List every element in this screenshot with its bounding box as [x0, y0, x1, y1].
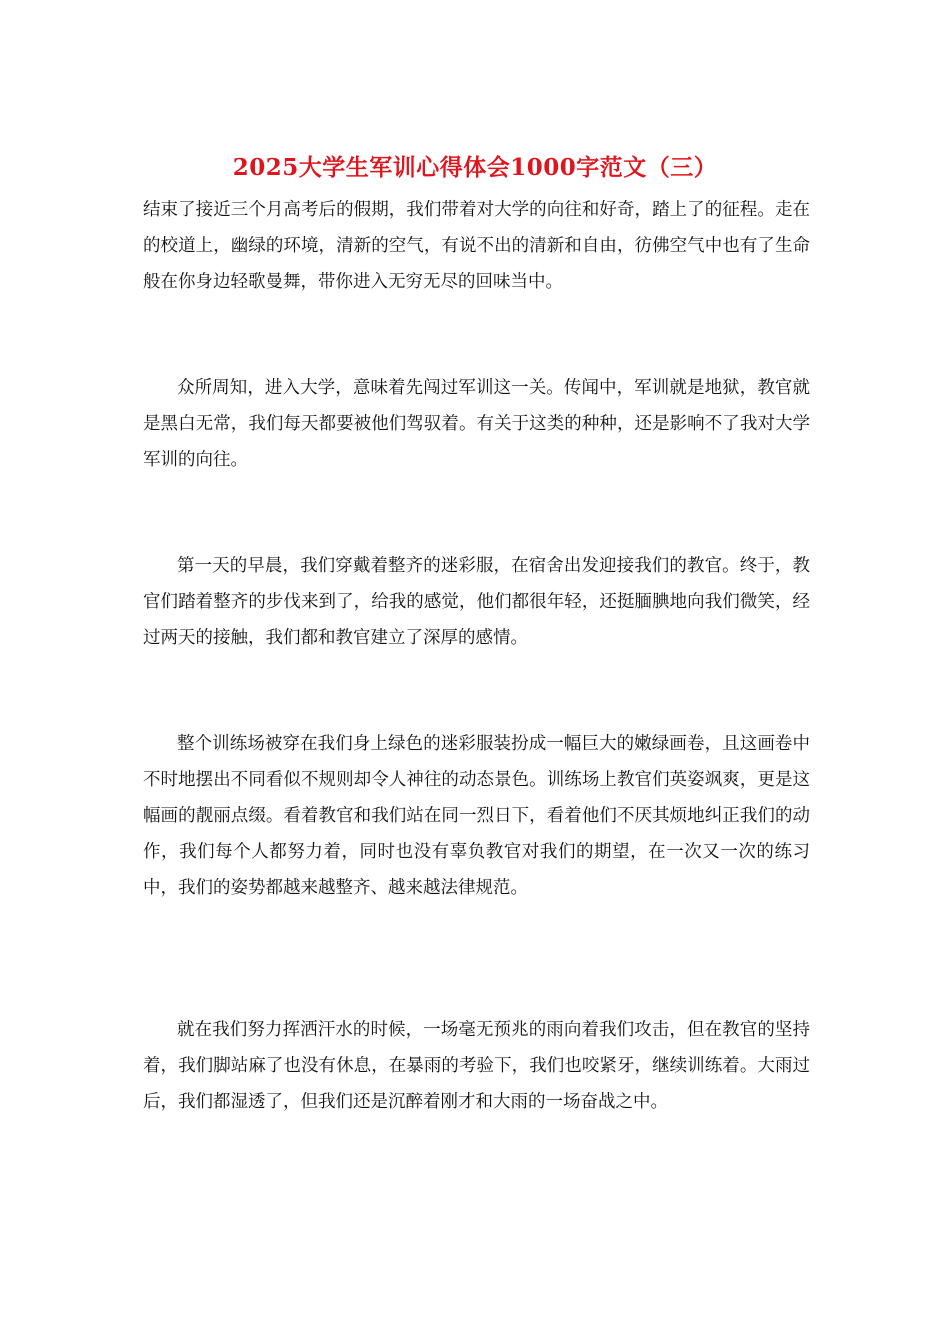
paragraph-1: 结束了接近三个月高考后的假期，我们带着对大学的向往和好奇，踏上了的征程。走在的校道上，幽绿的环境，清新的空气，有说不出的清新和自由，彷佛空气中也有了生命般在你身边轻歌曼舞，带你进入无穷无尽的回味当中。: [143, 200, 810, 292]
document-title: 2025大学生军训心得体会1000字范文（三）: [232, 154, 718, 181]
paragraph-5: 就在我们努力挥洒汗水的时候，一场毫无预兆的雨向着我们攻击，但在教官的坚持着，我们脚站麻了也没有休息，在暴雨的考验下，我们也咬紧牙，继续训练着。大雨过后，我们都湿透了，但我们还是沉醉着刚才和大雨的一场奋战之中。: [143, 1020, 810, 1112]
paragraph-4: 整个训练场被穿在我们身上绿色的迷彩服装扮成一幅巨大的嫩绿画卷，且这画卷中不时地摆出不同看似不规则却令人神往的动态景色。训练场上教官们英姿飒爽，更是这幅画的靓丽点缀。看着教官和我们站在同一烈日下，看着他们不厌其烦地纠正我们的动作，我们每个人都努力着，同时也没有辜负教官对我们的期望，在一次又一次的练习中，我们的姿势都越来越整齐、越来越法律规范。: [143, 734, 810, 898]
paragraph-3: 第一天的早晨，我们穿戴着整齐的迷彩服，在宿舍出发迎接我们的教官。终于，教官们踏着整齐的步伐来到了，给我的感觉，他们都很年轻，还挺腼腆地向我们微笑，经过两天的接触，我们都和教官建立了深厚的感情。: [143, 556, 810, 648]
paragraph-2: 众所周知，进入大学，意味着先闯过军训这一关。传闻中，军训就是地狱，教官就是黑白无常，我们每天都要被他们驾驭着。有关于这类的种种，还是影响不了我对大学军训的向往。: [143, 378, 810, 470]
